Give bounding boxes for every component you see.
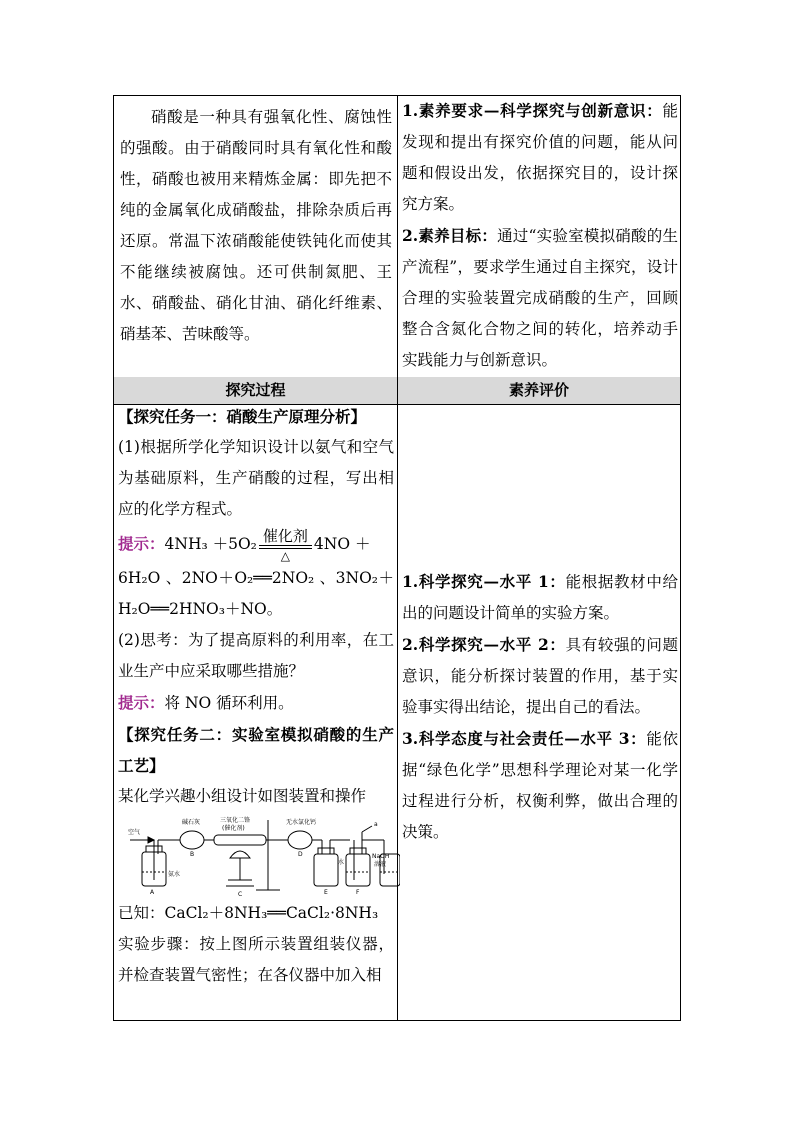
- intro-text: 硝酸是一种具有强氧化性、腐蚀性的强酸。由于硝酸同时具有氧化性和酸性，硝酸也被用来精炼金属：即先把不纯的金属氧化成硝酸盐，排除杂质后再还原。常温下浓硝酸能使铁钝化而使其不能继续被腐蚀。还可供制氮肥、王水、硝酸盐、硝化甘油、硝化纤维素、硝基苯、苦味酸等。: [120, 108, 392, 343]
- experiment-steps: 实验步骤：按上图所示装置组装仪器，并检查装置气密性；在各仪器中加入相: [118, 935, 394, 984]
- task2-intro: 某化学兴趣小组设计如图装置和操作: [118, 787, 367, 805]
- label-B: B: [190, 851, 195, 858]
- evaluation-3: 3.科学态度与社会责任—水平 3：能依据“绿色化学”思想科学理论对某一化学过程进行分析，权衡利弊，做出合理的决策。: [402, 729, 678, 841]
- evaluation-1: 1.科学探究—水平 1：能根据教材中给出的问题设计简单的实验方案。: [402, 572, 678, 622]
- question-2: (2)思考：为了提高原料的利用率，在工业生产中应采取哪些措施？: [118, 631, 394, 680]
- label-naoh-sub: 溶液: [374, 861, 387, 868]
- question-1: (1)根据所学化学知识设计以氨气和空气为基础原料，生产硝酸的过程，写出相应的化学方程式。: [118, 438, 394, 518]
- hint-2: 提示：将 NO 循环利用。: [118, 693, 294, 712]
- label-A: A: [150, 889, 155, 896]
- equation-2: 6H₂O 、2NO＋O₂══2NO₂ 、3NO₂＋H₂O══2HNO₃＋NO。: [118, 569, 394, 618]
- apparatus-diagram: [118, 814, 400, 898]
- label-E: E: [324, 889, 328, 896]
- label-air: 空气: [128, 829, 141, 836]
- process-cell: [118, 401, 394, 991]
- task2-title: 【探究任务二：实验室模拟硝酸的生产工艺】: [118, 725, 394, 775]
- label-soda-lime: 碱石灰: [182, 819, 201, 826]
- requirement-2: 2.素养目标：通过“实验室模拟硝酸的生产流程”，要求学生通过自主探究，设计合理的实验装置完成硝酸的生产，回顾整合含氮化合物之间的转化，培养动手实践能力与创新意识。: [402, 226, 678, 369]
- header-evaluation: 素养评价: [398, 377, 680, 404]
- label-ammonia: 氨水: [168, 871, 181, 878]
- label-D: D: [298, 851, 303, 858]
- label-a-mark: a: [374, 821, 378, 828]
- evaluation-2: 2.科学探究—水平 2：具有较强的问题意识，能分析探讨装置的作用，基于实验事实得出结论，提出自己的看法。: [402, 635, 678, 716]
- intro-cell: [120, 102, 392, 350]
- catalyst-condition: $\frac{\text{催化剂}}{\triangle}$: [259, 527, 312, 563]
- requirement-1: 1.素养要求—科学探究与创新意识：能发现和提出有探究价值的问题，能从问题和假设出发，依据探究目的，设计探究方案。: [402, 101, 678, 213]
- evaluation-cell: [402, 566, 678, 848]
- known-equation: 已知：CaCl₂＋8NH₃══CaCl₂·8NH₃: [118, 904, 379, 922]
- label-C: C: [238, 891, 243, 898]
- label-naoh: NaOH: [372, 853, 390, 860]
- task1-title: 【探究任务一：硝酸生产原理分析】: [118, 407, 367, 426]
- label-catalyst: 三氧化二铬: [220, 817, 251, 824]
- label-cacl2: 无水氯化钙: [286, 819, 317, 826]
- label-F: F: [356, 889, 360, 896]
- label-water: 水: [338, 859, 345, 866]
- content-table: [113, 95, 681, 1021]
- label-catalyst-sub: (催化剂): [222, 825, 245, 832]
- header-process: 探究过程: [114, 377, 397, 404]
- requirements-cell: [402, 95, 678, 376]
- equation-1: 提示：4NH₃ ＋5O₂ $\frac{\text{催化剂}}{\triangle}$ 4NO ＋: [118, 527, 371, 563]
